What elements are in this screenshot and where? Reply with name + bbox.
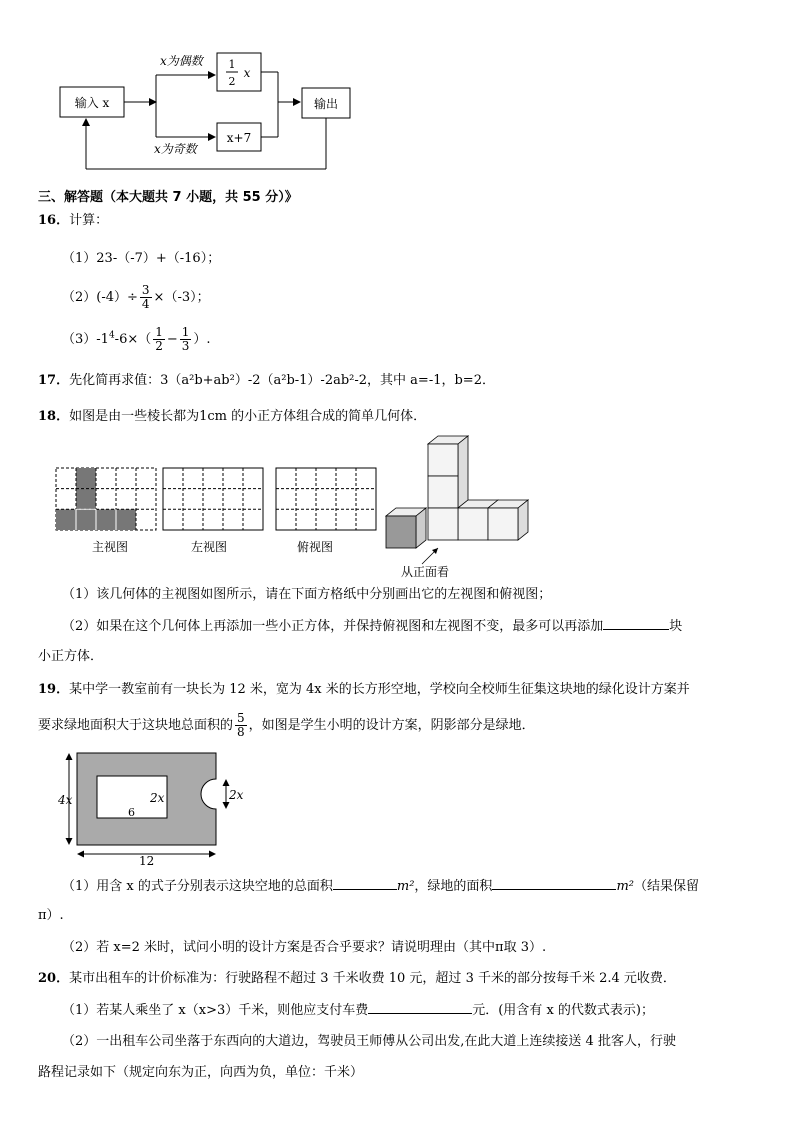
- q19-line2-a: 要求绿地面积大于这块地总面积的: [38, 718, 234, 733]
- flow-even-box: [217, 53, 261, 91]
- q17-text: 先化简再求值：3（a²b+ab²）-2（a²b-1）-2ab²-2，其中 a=-1，b=2．: [69, 373, 495, 388]
- q19-frac-den: 8: [237, 725, 245, 739]
- q16-p3-b: -6×（: [114, 332, 152, 347]
- q19-p1-b: ，绿地的面积: [414, 879, 493, 894]
- q20-number: 20．: [38, 971, 70, 986]
- left-view-label: 左视图: [191, 540, 228, 554]
- front-cell: [56, 509, 76, 530]
- q16-p3-sup: 4: [108, 330, 115, 341]
- q17: [38, 372, 495, 390]
- front-view-figure: [55, 467, 157, 531]
- q19-line2: [38, 712, 535, 739]
- flow-even-den: 2: [228, 75, 236, 88]
- q16-p2-b: ×（-3）；: [153, 290, 210, 305]
- flow-even-num: 1: [228, 58, 236, 71]
- flow-output-text: 输出: [313, 97, 339, 111]
- q19-line2-b: ，如图是学生小明的设计方案，阴影部分是绿地．: [248, 718, 535, 733]
- dim-2x-inner: 2x: [150, 791, 165, 805]
- q18-number: 18．: [38, 409, 70, 424]
- flow-input-text: 输入 x: [74, 96, 110, 110]
- view-from-label: 从正面看: [401, 565, 450, 579]
- q17-number: 17．: [38, 373, 70, 388]
- q16-p3-f1d: 2: [155, 339, 163, 353]
- q20-p1-a: （1）若某人乘坐了 x（x>3）千米，则他应支付车费: [62, 1003, 369, 1018]
- dim-6: 6: [128, 806, 135, 819]
- q16-p3-frac1: [153, 326, 165, 353]
- q19-green-area-blank[interactable]: [492, 877, 616, 890]
- q18-part2: [62, 617, 682, 636]
- q16-number: 16．: [38, 213, 70, 228]
- front-cell: [76, 489, 96, 510]
- q16-p3-c: ）.: [193, 332, 211, 347]
- dim-2x-outer: 2x: [229, 788, 244, 802]
- q19-number: 19．: [38, 682, 70, 697]
- q19-part1: [62, 877, 699, 896]
- q18-stem-text: 如图是由一些棱长都为1cm 的小正方体组合成的简单几何体．: [69, 409, 427, 424]
- q20-part2-line1: （2）一出租车公司坐落于东西向的大道边，驾驶员王师傅从公司出发,在此大道上连续接送 4 批客人，行驶: [62, 1034, 676, 1049]
- q16-p3-f2d: 3: [181, 339, 190, 353]
- top-view-grid: [275, 467, 377, 531]
- cube-solid-figure: [380, 432, 540, 572]
- front-cell: [116, 509, 136, 530]
- q16-part1: （1）23-（-7）+（-16）；: [62, 251, 221, 266]
- top-view-label: 俯视图: [297, 540, 334, 554]
- q16-p3-f2n: 1: [181, 325, 190, 339]
- q20-stem: [38, 970, 676, 988]
- q19-frac-num: 5: [237, 711, 245, 725]
- q16-p3-frac2: [180, 326, 192, 353]
- q16-p3-minus: −: [166, 332, 178, 347]
- q16-part3: [62, 326, 211, 353]
- flow-even-var: x: [243, 66, 251, 80]
- q16-stem-text: 计算：: [69, 213, 109, 228]
- q20-stem-text: 某市出租车的计价标准为：行驶路程不超过 3 千米收费 10 元，超过 3 千米的部分按每千米 2.4 元收费．: [69, 971, 676, 986]
- flow-even-label: x为偶数: [160, 54, 203, 68]
- q18-answer-blank[interactable]: [603, 617, 669, 630]
- q16-p2-a: （2）(-4）÷: [62, 290, 138, 305]
- q18-part1: （1）该几何体的主视图如图所示，请在下面方格纸中分别画出它的左视图和俯视图；: [62, 587, 552, 602]
- q18-stem: [38, 408, 426, 426]
- q20-part1: [62, 1001, 654, 1020]
- q16-p2-den: 4: [141, 297, 150, 311]
- q19-line1-text: 某中学一教室前有一块长为 12 米，宽为 4x 米的长方形空地，学校向全校师生征集这块地的绿化设计方案并: [69, 682, 690, 697]
- q16-stem: [38, 212, 108, 230]
- q18-p2-b: 块: [669, 619, 683, 634]
- q19-total-area-blank[interactable]: [333, 877, 397, 890]
- q18-part2-cont: 小正方体．: [38, 649, 104, 664]
- q16-p3-a: （3）-1: [62, 332, 109, 347]
- q19-part1-cont: π）.: [38, 908, 64, 923]
- q20-p1-b: 元．(用含有 x 的代数式表示)；: [472, 1003, 654, 1018]
- flow-odd-label: x为奇数: [154, 142, 197, 156]
- flow-odd-text: x+7: [226, 131, 252, 145]
- q16-p2-num: 3: [141, 283, 150, 297]
- q19-line1: [38, 681, 690, 699]
- left-view-grid: [162, 467, 264, 531]
- dim-12: 12: [139, 854, 155, 868]
- q16-part2: [62, 284, 210, 311]
- q19-unit2: m²: [616, 879, 634, 894]
- front-cell: [96, 509, 116, 530]
- q19-unit1: m²: [396, 879, 415, 894]
- q19-figure: [55, 748, 255, 868]
- dim-4x: 4x: [58, 793, 73, 807]
- q18-p2-a: （2）如果在这个几何体上再添加一些小正方体，并保持俯视图和左视图不变，最多可以再添加: [62, 619, 604, 634]
- q19-frac: [235, 712, 247, 739]
- q16-p2-frac: [140, 284, 152, 311]
- section-title: 三、解答题（本大题共 7 小题，共 55 分）》: [38, 190, 298, 205]
- flowchart: [50, 45, 360, 175]
- q19-part2: （2）若 x=2 米时，试问小明的设计方案是否合乎要求？请说明理由（其中π取 3）.: [62, 940, 547, 955]
- front-view-label: 主视图: [92, 540, 129, 554]
- front-cell: [76, 509, 96, 530]
- q16-p3-f1n: 1: [155, 325, 163, 339]
- q20-part2-line2: 路程记录如下（规定向东为正，向西为负，单位：千米）: [38, 1065, 364, 1080]
- q19-p1-a: （1）用含 x 的式子分别表示这块空地的总面积: [62, 879, 333, 894]
- q20-fare-blank[interactable]: [368, 1001, 472, 1014]
- q19-p1-c: （结果保留: [633, 879, 699, 894]
- front-cell: [76, 468, 96, 489]
